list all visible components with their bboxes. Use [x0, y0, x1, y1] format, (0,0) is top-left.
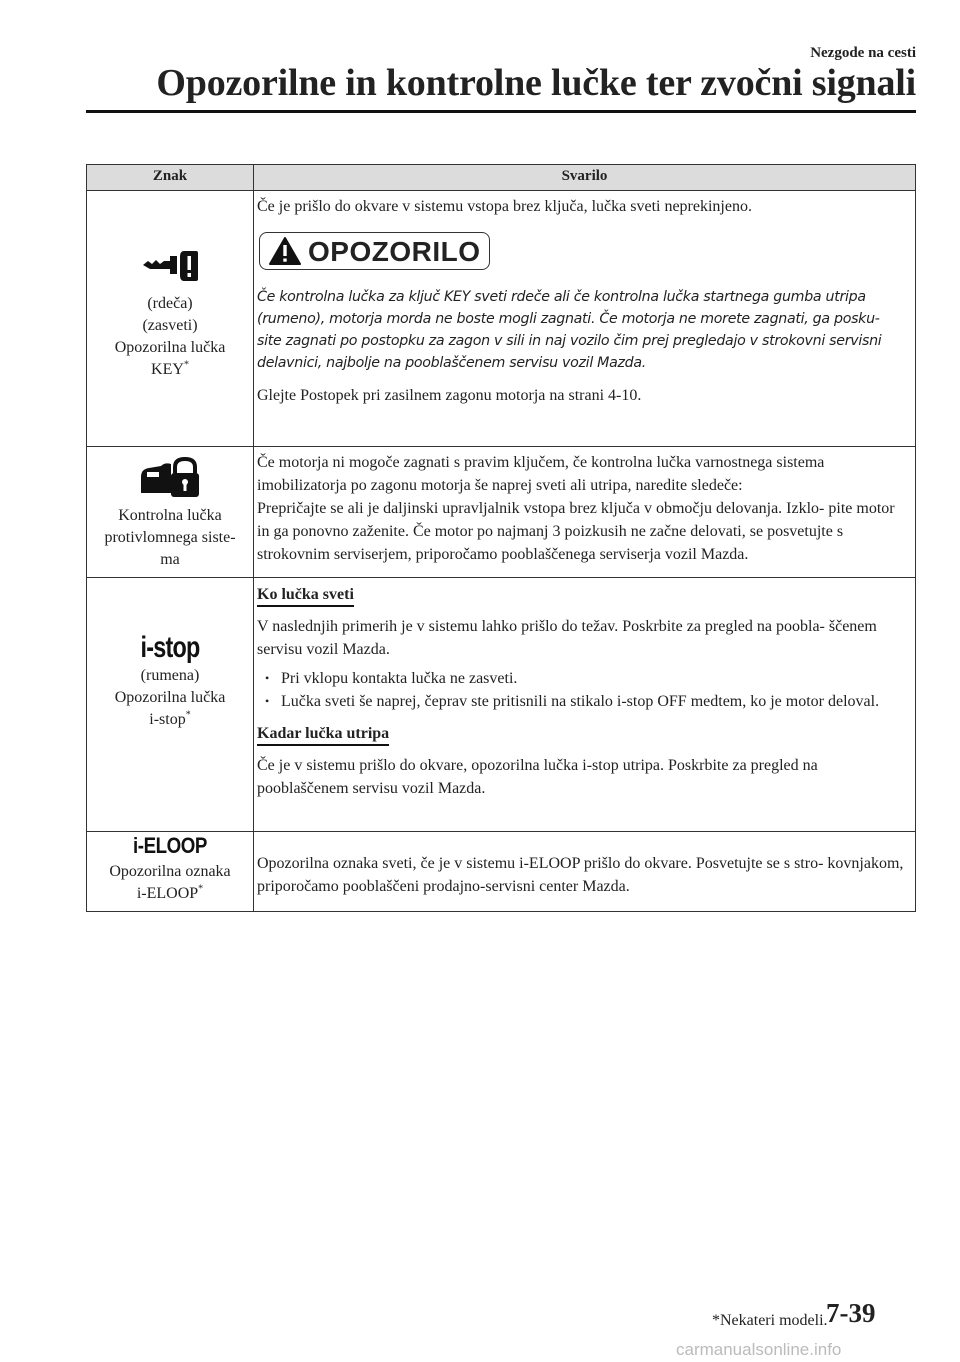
- sign-label: KEY*: [151, 359, 189, 378]
- subheading: Kadar lučka utripa: [257, 724, 389, 746]
- bullet-list: [257, 667, 907, 713]
- description-text: Če je prišlo do okvare v sistemu vstopa brez ključa, lučka sveti neprekinjeno.: [257, 198, 752, 215]
- list-item: • Pri vklopu kontakta lučka ne zasveti.: [279, 667, 907, 690]
- table-row: [87, 447, 916, 578]
- description-text: Opozorilna oznaka sveti, če je v sistemu i-ELOOP prišlo do okvare. Posvetujte se s stro- kovnjakom, priporočamo pooblaščeni prodajno-servisni center Mazda.: [257, 855, 904, 895]
- sign-cell: [87, 447, 254, 578]
- description-text: Če motorja ni mogoče zagnati s pravim ključem, če kontrolna lučka varnostnega sistema imobilizatorja po zagonu motorja še naprej sveti ali utripa, naredite sledeče:: [257, 454, 825, 494]
- sign-label: i-ELOOP*: [136, 883, 204, 902]
- section-name: Nezgode na cesti: [810, 45, 916, 61]
- immobilizer-lock-icon: [137, 457, 203, 499]
- table-row: [87, 832, 916, 912]
- warning-cell: [254, 578, 916, 832]
- page-number: 7-39: [826, 1298, 876, 1328]
- sign-label: (rumena): [140, 667, 200, 684]
- see-also-text: Glejte Postopek pri zasilnem zagonu motorja na strani 4-10.: [257, 387, 642, 404]
- warning-cell: [254, 447, 916, 578]
- column-header-warning: Svarilo: [254, 165, 916, 191]
- table-header-row: [87, 165, 916, 191]
- i-stop-icon: i-stop: [140, 631, 200, 664]
- i-eloop-icon: i-ELOOP: [133, 833, 207, 858]
- asterisk: *: [198, 883, 204, 895]
- sign-label: (zasveti): [142, 317, 198, 334]
- list-item: • Lučka sveti še naprej, čeprav ste pritisnili na stikalo i-stop OFF medtem, ko je motor deloval.: [279, 690, 907, 713]
- page-title: Opozorilne in kontrolne lučke ter zvočni signali: [156, 62, 916, 104]
- warning-box: [259, 232, 490, 270]
- page-header: [0, 44, 916, 106]
- sign-label: Kontrolna lučka: [118, 507, 222, 524]
- sign-cell: [87, 832, 254, 912]
- sign-label: ma: [160, 551, 180, 568]
- table-row: [87, 191, 916, 447]
- watermark: carmanualsonline.info: [676, 1340, 842, 1359]
- sign-label: i-stop*: [149, 709, 191, 728]
- sign-cell: [87, 191, 254, 447]
- sign-cell: [87, 578, 254, 832]
- sign-label: Opozorilna lučka: [114, 689, 226, 706]
- warning-triangle-icon: [268, 236, 302, 266]
- warning-lights-table: [86, 164, 916, 912]
- subheading: Ko lučka sveti: [257, 585, 354, 607]
- asterisk: *: [183, 359, 189, 371]
- sign-label: Opozorilna lučka: [114, 339, 226, 356]
- warning-cell: [254, 832, 916, 912]
- asterisk: *: [185, 709, 191, 721]
- description-text: Če je v sistemu prišlo do okvare, opozorilna lučka i-stop utripa. Poskrbite za pregled na pooblaščenem servisu vozil Mazda.: [257, 757, 818, 797]
- sign-label: (rdeča): [147, 295, 193, 312]
- header-rule: [86, 110, 916, 113]
- footnote: *Nekateri modeli.: [712, 1312, 828, 1329]
- table-row: [87, 578, 916, 832]
- sign-label: protivlomnega siste-: [104, 529, 236, 546]
- key-warning-icon: [140, 245, 200, 287]
- description-text: Prepričajte se ali je daljinski upravljalnik vstopa brez ključa v območju delovanja. Izklo- pite motor in ga ponovno zaženite. Če motor po najmanj 3 poizkusih ne začne delovati, se posvetujte s strokovnim serviserjem, priporočamo pooblaščenega serviserja vozil Mazda.: [257, 500, 895, 563]
- warning-cell: [254, 191, 916, 447]
- description-text: V naslednjih primerih je v sistemu lahko prišlo do težav. Poskrbite za pregled na poobla- ščenem servisu vozil Mazda.: [257, 618, 877, 658]
- column-header-sign: Znak: [87, 165, 254, 191]
- warning-text: Če kontrolna lučka za ključ KEY sveti rdeče ali če kontrolna lučka startnega gumba utripa (rumeno), motorja morda ne boste mogli zagnati. Če motorja ne morete zagnati, ga posku- site zagnati po postopku za zagon v sili in naj vozilo čim prej pregledajo v strokovni servisni delavnici, najbolje na pooblaščenem servisu vozil Mazda.: [257, 289, 882, 371]
- warning-label: OPOZORILO: [308, 235, 481, 267]
- sign-label: Opozorilna oznaka: [109, 863, 231, 880]
